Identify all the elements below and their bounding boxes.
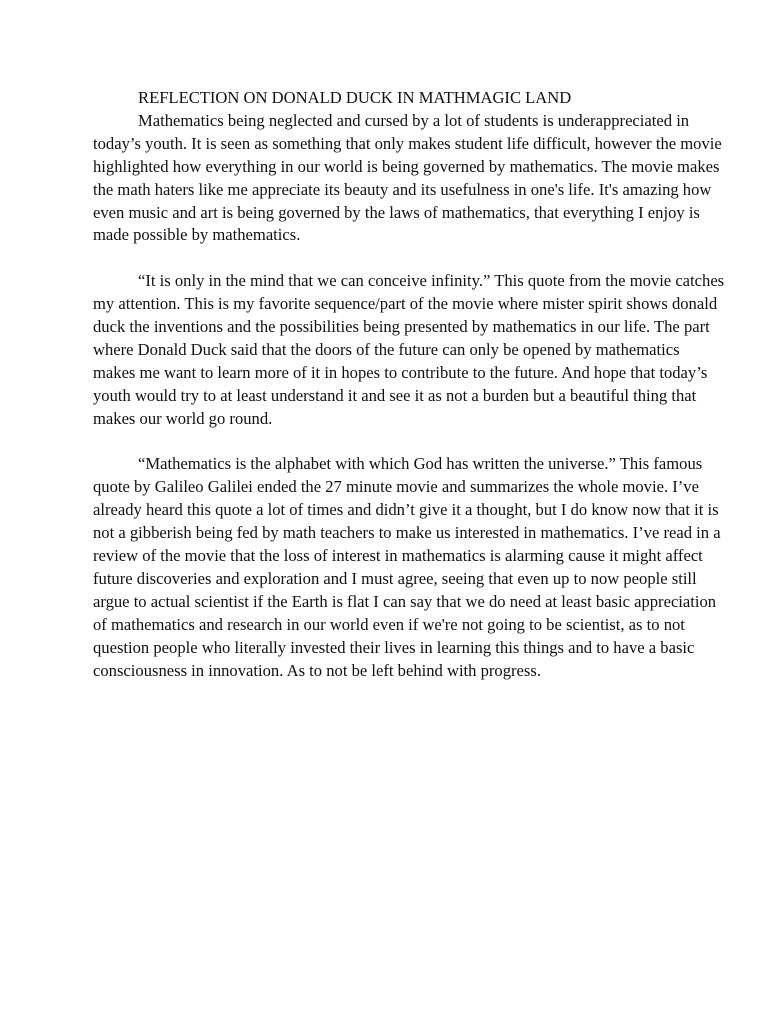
document-page — [93, 87, 725, 683]
paragraph-spacer — [93, 431, 725, 454]
paragraph-spacer — [93, 247, 725, 270]
paragraph-3: “Mathematics is the alphabet with which God has written the universe.” This famous quote by Galileo Galilei ended the 27 minute movie and summarizes the whole movie. I’ve already heard this quote a lot of times and didn’t give it a thought, but I do know now that it is not a gibberish being fed by math teachers to make us interested in mathematics. I’ve read in a review of the movie that the loss of interest in mathematics is alarming cause it might affect future discoveries and exploration and I must agree, seeing that even up to now people still argue to actual scientist if the Earth is flat I can say that we do need at least basic appreciation of mathematics and research in our world even if we're not going to be scientist, as to not question people who literally invested their lives in learning this things and to have a basic consciousness in innovation. As to not be left behind with progress. — [93, 454, 721, 680]
paragraph-2: “It is only in the mind that we can conceive infinity.” This quote from the movie catches my attention. This is my favorite sequence/part of the movie where mister spirit shows donald duck the inventions and the possibilities being presented by mathematics in our life. The part where Donald Duck said that the doors of the future can only be opened by mathematics makes me want to learn more of it in hopes to contribute to the future. And hope that today’s youth would try to at least understand it and see it as not a burden but a beautiful thing that makes our world go round. — [93, 271, 725, 428]
document-title: REFLECTION ON DONALD DUCK IN MATHMAGIC LAND — [138, 88, 572, 107]
paragraph-1: Mathematics being neglected and cursed by a lot of students is underappreciated in today’s youth. It is seen as something that only makes student life difficult, however the movie highlighted how everything in our world is being governed by mathematics. The movie makes the math haters like me appreciate its beauty and its usefulness in one's life. It's amazing how even music and art is being governed by the laws of mathematics, that everything I enjoy is made possible by mathematics. — [93, 110, 722, 245]
